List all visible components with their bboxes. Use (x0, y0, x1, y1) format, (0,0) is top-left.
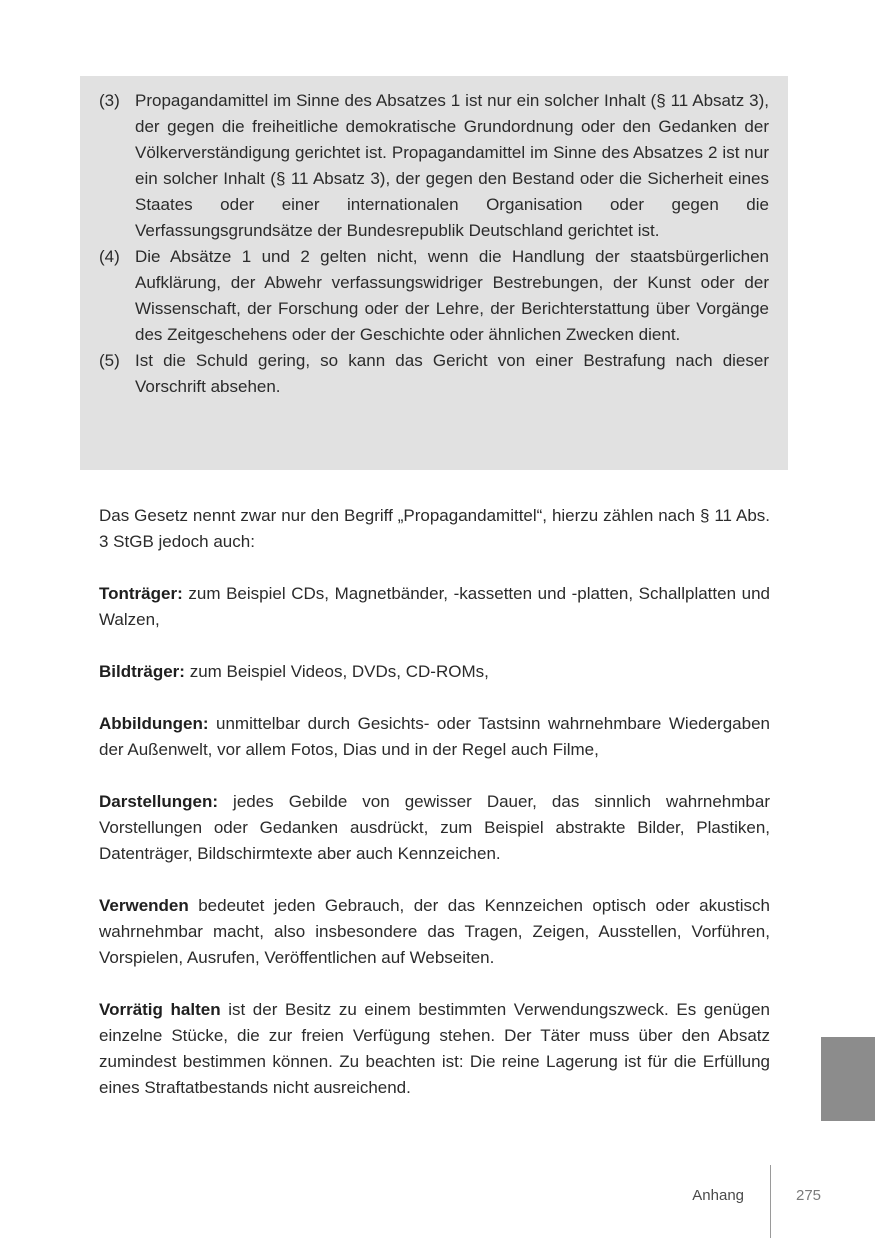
law-item-number: (3) (99, 91, 120, 110)
law-excerpt-box (80, 76, 788, 470)
law-item-number: (4) (99, 247, 120, 266)
definition-text: zum Beispiel CDs, Magnetbänder, -kassetten und -platten, Schallplatten und Walzen, (99, 584, 770, 629)
law-item-number: (5) (99, 351, 120, 370)
law-item (99, 244, 769, 348)
chapter-tab-marker (821, 1037, 875, 1121)
law-item-text: Die Absätze 1 und 2 gelten nicht, wenn die Handlung der staatsbürgerlichen Aufklärung, der Abwehr verfassungswidriger Bestrebungen, der Kunst oder der Wissenschaft, der Forschung oder der Lehre, der Berichterstattung über Vorgänge des Zeitgeschehens oder der Geschichte oder ähnlichen Zwecken dient. (135, 247, 769, 344)
page-number: 275 (796, 1187, 822, 1204)
definition-text: jedes Gebilde von gewisser Dauer, das sinnlich wahrnehmbar Vorstellungen oder Gedanken ausdrückt, zum Beispiel abstrakte Bilder, Plastiken, Datenträger, Bildschirmtexte aber auch Kennzeichen. (99, 792, 770, 863)
definition-term: Bildträger: (99, 662, 185, 681)
definition-text: bedeutet jeden Gebrauch, der das Kennzeichen optisch oder akustisch wahrnehmbar macht, also insbesondere das Tragen, Zeigen, Ausstellen, Vorführen, Vorspielen, Ausrufen, Veröffentlichen auf Webseiten. (99, 896, 770, 967)
footer-section-label: Anhang (692, 1187, 744, 1204)
definition-term: Abbildungen: (99, 714, 209, 733)
definition-text: ist der Besitz zu einem bestimmten Verwendungszweck. Es genügen einzelne Stücke, die zur freien Verfügung stehen. Der Täter muss über den Absatz zumindest bestimmen können. Zu beachten ist: Die reine Lagerung ist für die Erfüllung eines Straftatbestands nicht ausreichend. (99, 1000, 770, 1097)
definition-term: Verwenden (99, 896, 189, 915)
definition-paragraph (99, 893, 770, 971)
footer-divider (770, 1165, 771, 1238)
law-item (99, 348, 769, 400)
body-text (99, 503, 770, 1127)
definition-paragraph (99, 711, 770, 763)
law-item (99, 88, 769, 244)
law-item-text: Ist die Schuld gering, so kann das Gericht von einer Bestrafung nach dieser Vorschrift absehen. (135, 351, 769, 396)
definition-text: unmittelbar durch Gesichts- oder Tastsinn wahrnehmbare Wiedergaben der Außenwelt, vor allem Fotos, Dias und in der Regel auch Filme, (99, 714, 770, 759)
definition-text: zum Beispiel Videos, DVDs, CD-ROMs, (184, 662, 489, 681)
definition-paragraph (99, 659, 770, 685)
definition-paragraph (99, 789, 770, 867)
definition-term: Darstellungen: (99, 792, 219, 811)
definition-paragraph (99, 581, 770, 633)
definition-term: Vorrätig halten (99, 1000, 221, 1019)
definition-term: Tonträger: (99, 584, 183, 603)
definition-paragraph (99, 997, 770, 1101)
law-item-text: Propagandamittel im Sinne des Absatzes 1 ist nur ein solcher Inhalt (§ 11 Absatz 3), der gegen die freiheitliche demokratische Grundordnung oder den Gedanken der Völkerverständigung gerichtet ist. Propagandamittel im Sinne des Absatzes 2 ist nur ein solcher Inhalt (§ 11 Absatz 3), der gegen den Bestand oder die Sicherheit eines Staates oder einer internationalen Organisation oder gegen die Verfassungsgrundsätze der Bundesrepublik Deutschland gerichtet ist. (135, 91, 769, 240)
intro-paragraph: Das Gesetz nennt zwar nur den Begriff „Propagandamittel“, hierzu zählen nach § 11 Abs. 3 StGB jedoch auch: (99, 506, 770, 551)
